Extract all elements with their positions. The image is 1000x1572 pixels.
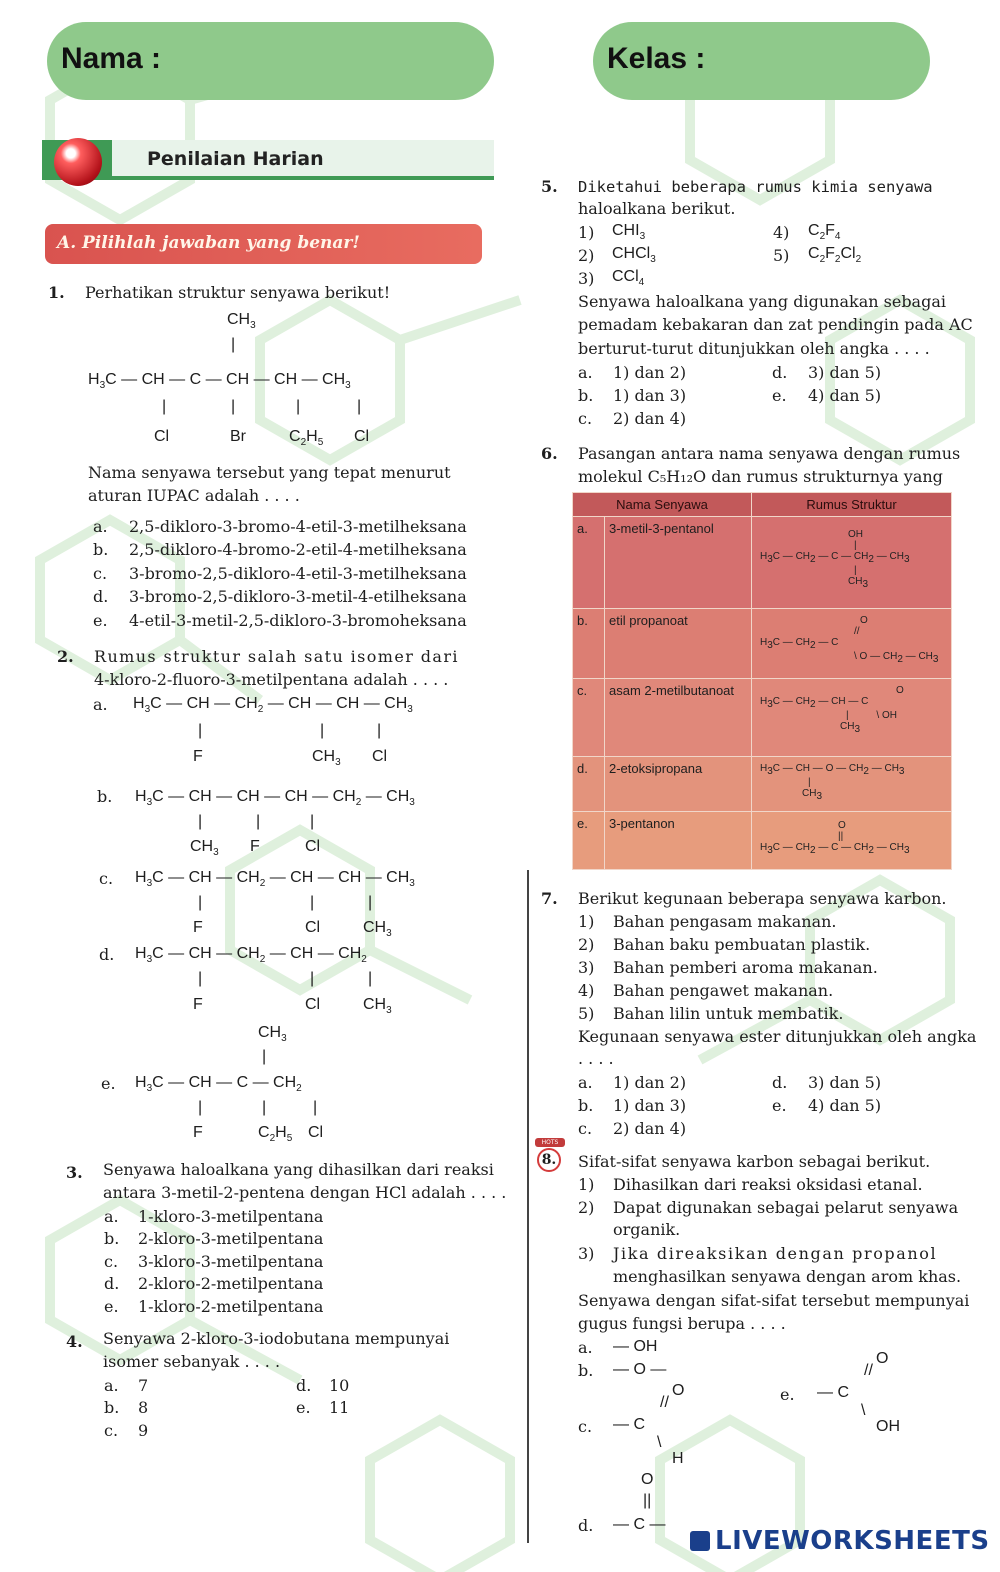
q7-item: Bahan lilin untuk membatik. bbox=[613, 1004, 844, 1023]
banner-title: Penilaian Harian bbox=[147, 148, 324, 170]
q5-option-c[interactable]: 2) dan 4) bbox=[613, 409, 687, 428]
structure-formula-c: O $H_3C$ — $CH_2$ — CH — C | \ OH $CH_3$ bbox=[752, 679, 952, 757]
q4-option-b[interactable]: 8 bbox=[138, 1398, 149, 1417]
q3-option-c[interactable]: 3-kloro-3-metilpentana bbox=[138, 1252, 324, 1271]
row-key: a. bbox=[573, 517, 605, 609]
q4-text-line2: isomer sebanyak . . . . bbox=[103, 1352, 281, 1371]
q6-number: 6. bbox=[541, 444, 558, 463]
table-row[interactable] bbox=[573, 517, 952, 609]
q7-item-key: 1) bbox=[578, 912, 595, 931]
q7-option-e[interactable]: 4) dan 5) bbox=[808, 1096, 882, 1115]
q7-option-key: d. bbox=[772, 1073, 788, 1092]
section-instruction: A. Pilihlah jawaban yang benar! bbox=[57, 233, 360, 253]
name-label: Nama : bbox=[61, 42, 162, 75]
row-key: c. bbox=[573, 679, 605, 757]
q8-number: 8. bbox=[537, 1148, 561, 1172]
compound-name: 3-metil-3-pentanol bbox=[605, 517, 752, 609]
q8-item: Dapat digunakan sebagai pelarut senyawa bbox=[613, 1198, 959, 1217]
compound-name: 3-pentanon bbox=[605, 812, 752, 870]
q5-formula-3: CCl$_4$ bbox=[612, 268, 645, 289]
structure-formula-e: O || $H_3C$ — $CH_2$ — C — $CH_2$ — $CH_3$ bbox=[752, 812, 952, 870]
q8-option-b-structure[interactable]: — O — bbox=[613, 1361, 667, 1378]
q8-item: Jika direaksikan dengan propanol bbox=[613, 1244, 938, 1263]
q1-stem-line2: aturan IUPAC adalah . . . . bbox=[88, 486, 300, 505]
q7-item-key: 3) bbox=[578, 958, 595, 977]
structure-formula-d: $H_3C$ — CH — O — $CH_2$ — $CH_3$ | $CH_3$ bbox=[752, 757, 952, 812]
q7-item-key: 2) bbox=[578, 935, 595, 954]
column-divider bbox=[527, 870, 529, 1543]
q5-formula-5: $C_2F_2Cl_2$ bbox=[808, 245, 862, 266]
q4-option-key: a. bbox=[104, 1376, 119, 1395]
q5-option-key: d. bbox=[772, 363, 788, 382]
q3-number: 3. bbox=[66, 1163, 83, 1182]
q5-list-key: 5) bbox=[773, 246, 790, 265]
q5-option-d[interactable]: 3) dan 5) bbox=[808, 363, 882, 382]
q8-item-cont: menghasilkan senyawa dengan arom khas. bbox=[613, 1267, 962, 1286]
q1-option-key: c. bbox=[93, 564, 108, 583]
q2-text-line2: 4-kloro-2-fluoro-3-metilpentana adalah . . . . bbox=[94, 670, 449, 689]
q4-text-line1: Senyawa 2-kloro-3-iodobutana mempunyai bbox=[103, 1329, 450, 1348]
q1-option-e[interactable]: 4-etil-3-metil-2,5-dikloro-3-bromoheksana bbox=[129, 611, 467, 630]
q1-option-key: d. bbox=[93, 587, 109, 606]
q8-text: Sifat-sifat senyawa karbon sebagai berikut. bbox=[578, 1152, 931, 1171]
table-row[interactable] bbox=[573, 679, 952, 757]
q8-option-key: e. bbox=[780, 1385, 795, 1404]
q8-item: Dihasilkan dari reaksi oksidasi etanal. bbox=[613, 1175, 923, 1194]
q7-option-key: e. bbox=[772, 1096, 787, 1115]
q7-item: Bahan pemberi aroma makanan. bbox=[613, 958, 878, 977]
q8-stem-line2: gugus fungsi berupa . . . . bbox=[578, 1314, 786, 1333]
q3-option-b[interactable]: 2-kloro-3-metilpentana bbox=[138, 1229, 324, 1248]
q1-stem-line1: Nama senyawa tersebut yang tepat menurut bbox=[88, 463, 451, 482]
q1-option-key: b. bbox=[93, 540, 109, 559]
q1-option-key: a. bbox=[93, 517, 108, 536]
q7-stem-line1: Kegunaan senyawa ester ditunjukkan oleh angka bbox=[578, 1027, 977, 1046]
q3-text-line2: antara 3-metil-2-pentena dengan HCl adalah . . . . bbox=[103, 1183, 507, 1202]
assessment-banner bbox=[42, 128, 494, 190]
q3-text-line1: Senyawa haloalkana yang dihasilkan dari reaksi bbox=[103, 1160, 494, 1179]
q4-option-a[interactable]: 7 bbox=[138, 1376, 149, 1395]
q8-option-key: c. bbox=[578, 1417, 593, 1436]
q5-option-key: e. bbox=[772, 386, 787, 405]
q8-item-key: 1) bbox=[578, 1175, 595, 1194]
q2-option-key: a. bbox=[93, 695, 108, 714]
q3-option-key: a. bbox=[104, 1207, 119, 1226]
q3-option-e[interactable]: 1-kloro-2-metilpentana bbox=[138, 1297, 324, 1316]
row-key: d. bbox=[573, 757, 605, 812]
liveworksheets-icon bbox=[690, 1531, 710, 1551]
liveworksheets-logo[interactable] bbox=[690, 1526, 990, 1556]
q5-formula-1: $CHI_3$ bbox=[612, 222, 646, 243]
q5-number: 5. bbox=[541, 177, 558, 196]
class-label: Kelas : bbox=[607, 42, 706, 75]
q5-option-b[interactable]: 1) dan 3) bbox=[613, 386, 687, 405]
q7-option-key: a. bbox=[578, 1073, 593, 1092]
compound-name: etil propanoat bbox=[605, 609, 752, 679]
q1-text: Perhatikan struktur senyawa berikut! bbox=[85, 283, 391, 302]
class-field[interactable] bbox=[593, 22, 930, 100]
q8-stem-line1: Senyawa dengan sifat-sifat tersebut mempunyai bbox=[578, 1291, 970, 1310]
q4-option-d[interactable]: 10 bbox=[329, 1376, 350, 1395]
q1-number: 1. bbox=[48, 283, 65, 302]
q3-option-key: d. bbox=[104, 1274, 120, 1293]
q7-text: Berikut kegunaan beberapa senyawa karbon. bbox=[578, 889, 947, 908]
q7-item-key: 4) bbox=[578, 981, 595, 1000]
table-row[interactable] bbox=[573, 757, 952, 812]
table-row[interactable] bbox=[573, 609, 952, 679]
q7-option-c[interactable]: 2) dan 4) bbox=[613, 1119, 687, 1138]
table-header-name: Nama Senyawa bbox=[573, 493, 752, 517]
q5-stem-line1: Senyawa haloalkana yang digunakan sebagai bbox=[578, 292, 946, 311]
q8-option-key: d. bbox=[578, 1516, 594, 1535]
q5-formula-4: $C_2F_4$ bbox=[808, 222, 841, 243]
section-instruction-bar bbox=[45, 224, 482, 264]
q8-item-cont: organik. bbox=[613, 1220, 681, 1239]
q5-stem-line3: berturut-turut ditunjukkan oleh angka . . . . bbox=[578, 339, 930, 358]
q8-item-key: 3) bbox=[578, 1244, 595, 1263]
q4-option-key: b. bbox=[104, 1398, 120, 1417]
q7-stem-line2: . . . . bbox=[578, 1049, 614, 1068]
q8-option-key: b. bbox=[578, 1361, 594, 1380]
logo-text: LIVEWORKSHEETS bbox=[715, 1526, 990, 1556]
q1-option-key: e. bbox=[93, 611, 108, 630]
q5-option-key: b. bbox=[578, 386, 594, 405]
q4-option-e[interactable]: 11 bbox=[329, 1398, 350, 1417]
q5-option-a[interactable]: 1) dan 2) bbox=[613, 363, 687, 382]
q7-item: Bahan pengasam makanan. bbox=[613, 912, 837, 931]
q5-text-line1: Diketahui beberapa rumus kimia senyawa bbox=[578, 178, 933, 196]
q4-option-key: e. bbox=[296, 1398, 311, 1417]
q7-option-key: b. bbox=[578, 1096, 594, 1115]
q3-option-key: c. bbox=[104, 1252, 119, 1271]
q7-option-b[interactable]: 1) dan 3) bbox=[613, 1096, 687, 1115]
table-row[interactable] bbox=[573, 812, 952, 870]
hots-badge bbox=[535, 1138, 565, 1170]
q5-list-key: 3) bbox=[578, 269, 595, 288]
q6-text-line2: molekul C₅H₁₂O dan rumus strukturnya yang bbox=[578, 467, 943, 486]
q7-item-key: 5) bbox=[578, 1004, 595, 1023]
q5-formula-2: CHCl$_3$ bbox=[612, 245, 656, 266]
q8-item-key: 2) bbox=[578, 1198, 595, 1217]
q2-text-line1: Rumus struktur salah satu isomer dari bbox=[94, 647, 459, 666]
q5-option-key: c. bbox=[578, 409, 593, 428]
q3-option-a[interactable]: 1-kloro-3-metilpentana bbox=[138, 1207, 324, 1226]
q7-number: 7. bbox=[541, 889, 558, 908]
q7-item: Bahan pengawet makanan. bbox=[613, 981, 834, 1000]
q1-option-c[interactable]: 3-bromo-2,5-dikloro-4-etil-3-metilheksana bbox=[129, 564, 467, 583]
q5-option-e[interactable]: 4) dan 5) bbox=[808, 386, 882, 405]
q3-option-key: b. bbox=[104, 1229, 120, 1248]
q2-option-key: e. bbox=[101, 1074, 116, 1093]
q1-option-b[interactable]: 2,5-dikloro-4-bromo-2-etil-4-metilheksana bbox=[129, 540, 467, 559]
q3-option-d[interactable]: 2-kloro-2-metilpentana bbox=[138, 1274, 324, 1293]
name-field[interactable] bbox=[47, 22, 494, 100]
q1-option-d[interactable]: 3-bromo-2,5-dikloro-3-metil-4-etilheksana bbox=[129, 587, 467, 606]
compound-name: asam 2-metilbutanoat bbox=[605, 679, 752, 757]
q2-option-key: d. bbox=[99, 945, 115, 964]
q5-list-key: 1) bbox=[578, 223, 595, 242]
compound-name: 2-etoksipropana bbox=[605, 757, 752, 812]
q4-option-c[interactable]: 9 bbox=[138, 1421, 149, 1440]
hots-label: HOTS bbox=[535, 1138, 565, 1147]
q6-options-table bbox=[572, 492, 952, 870]
q7-option-d[interactable]: 3) dan 5) bbox=[808, 1073, 882, 1092]
q2-option-key: c. bbox=[99, 869, 114, 888]
structure-formula-a: OH | $H_3C$ — $CH_2$ — C — $CH_2$ — $CH_3$ | $CH_3$ bbox=[752, 517, 952, 609]
row-key: e. bbox=[573, 812, 605, 870]
q6-text-line1: Pasangan antara nama senyawa dengan rumus bbox=[578, 444, 961, 463]
q1-option-a[interactable]: 2,5-dikloro-3-bromo-4-etil-3-metilheksana bbox=[129, 517, 467, 536]
q2-option-key: b. bbox=[97, 787, 113, 806]
q8-option-key: a. bbox=[578, 1338, 593, 1357]
q7-item: Bahan baku pembuatan plastik. bbox=[613, 935, 871, 954]
q4-number: 4. bbox=[66, 1332, 83, 1351]
q8-option-a-structure[interactable]: — OH bbox=[613, 1338, 658, 1355]
q5-list-key: 2) bbox=[578, 246, 595, 265]
q5-option-key: a. bbox=[578, 363, 593, 382]
red-ball-icon bbox=[54, 138, 102, 186]
q5-stem-line2: pemadam kebakaran dan zat pendingin pada AC bbox=[578, 315, 973, 334]
q7-option-key: c. bbox=[578, 1119, 593, 1138]
row-key: b. bbox=[573, 609, 605, 679]
structure-formula-b: O // $H_3C$ — $CH_2$ — C \ O — $CH_2$ — $CH_3$ bbox=[752, 609, 952, 679]
q2-number: 2. bbox=[57, 647, 74, 666]
q4-option-key: d. bbox=[296, 1376, 312, 1395]
q4-option-key: c. bbox=[104, 1421, 119, 1440]
table-header-structure: Rumus Struktur bbox=[752, 493, 952, 517]
q7-option-a[interactable]: 1) dan 2) bbox=[613, 1073, 687, 1092]
q5-text-line2: haloalkana berikut. bbox=[578, 199, 736, 218]
q3-option-key: e. bbox=[104, 1297, 119, 1316]
q5-list-key: 4) bbox=[773, 223, 790, 242]
